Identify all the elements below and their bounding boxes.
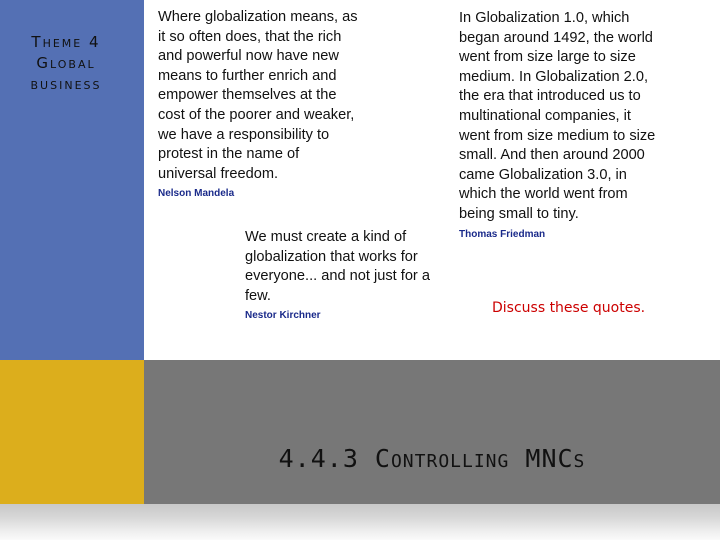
slide-title: 4.4.3 Controlling MNCs bbox=[278, 444, 586, 473]
quote-friedman bbox=[459, 9, 665, 242]
quote-kirchner bbox=[245, 228, 451, 323]
quote-mandela bbox=[158, 8, 358, 201]
quote-author: Nestor Kirchner bbox=[245, 310, 321, 322]
theme-label bbox=[0, 32, 132, 95]
bottom-gradient-strip bbox=[0, 504, 720, 540]
quote-text: Where globalization means, as it so often does, that the rich and powerful now have new means to further enrich and empower themselves at the cost of the poorer and weaker, we have a responsibility to protest in the name of universal freedom. bbox=[158, 9, 358, 182]
quote-author: Thomas Friedman bbox=[459, 228, 546, 240]
theme-line-2: Global bbox=[36, 54, 96, 72]
title-band bbox=[144, 360, 720, 504]
theme-line-3: business bbox=[30, 75, 102, 93]
quote-text: In Globalization 1.0, which began around 1492, the world went from size large to size medium. In Globalization 2.0, the era that introduced us to multinational companies, it went from size medium to size small. And then around 2000 came Globalization 3.0, in which the world went from being small to tiny. bbox=[459, 10, 656, 222]
quotes-panel bbox=[144, 0, 720, 360]
quote-author: Nelson Mandela bbox=[158, 188, 235, 200]
quote-text: We must create a kind of globalization that works for everyone... and not just for a few. bbox=[245, 229, 430, 304]
theme-line-1: Theme 4 bbox=[31, 33, 101, 51]
left-color-band bbox=[0, 0, 144, 360]
gold-corner-block bbox=[0, 360, 144, 504]
discussion-prompt: Discuss these quotes. bbox=[492, 300, 646, 316]
